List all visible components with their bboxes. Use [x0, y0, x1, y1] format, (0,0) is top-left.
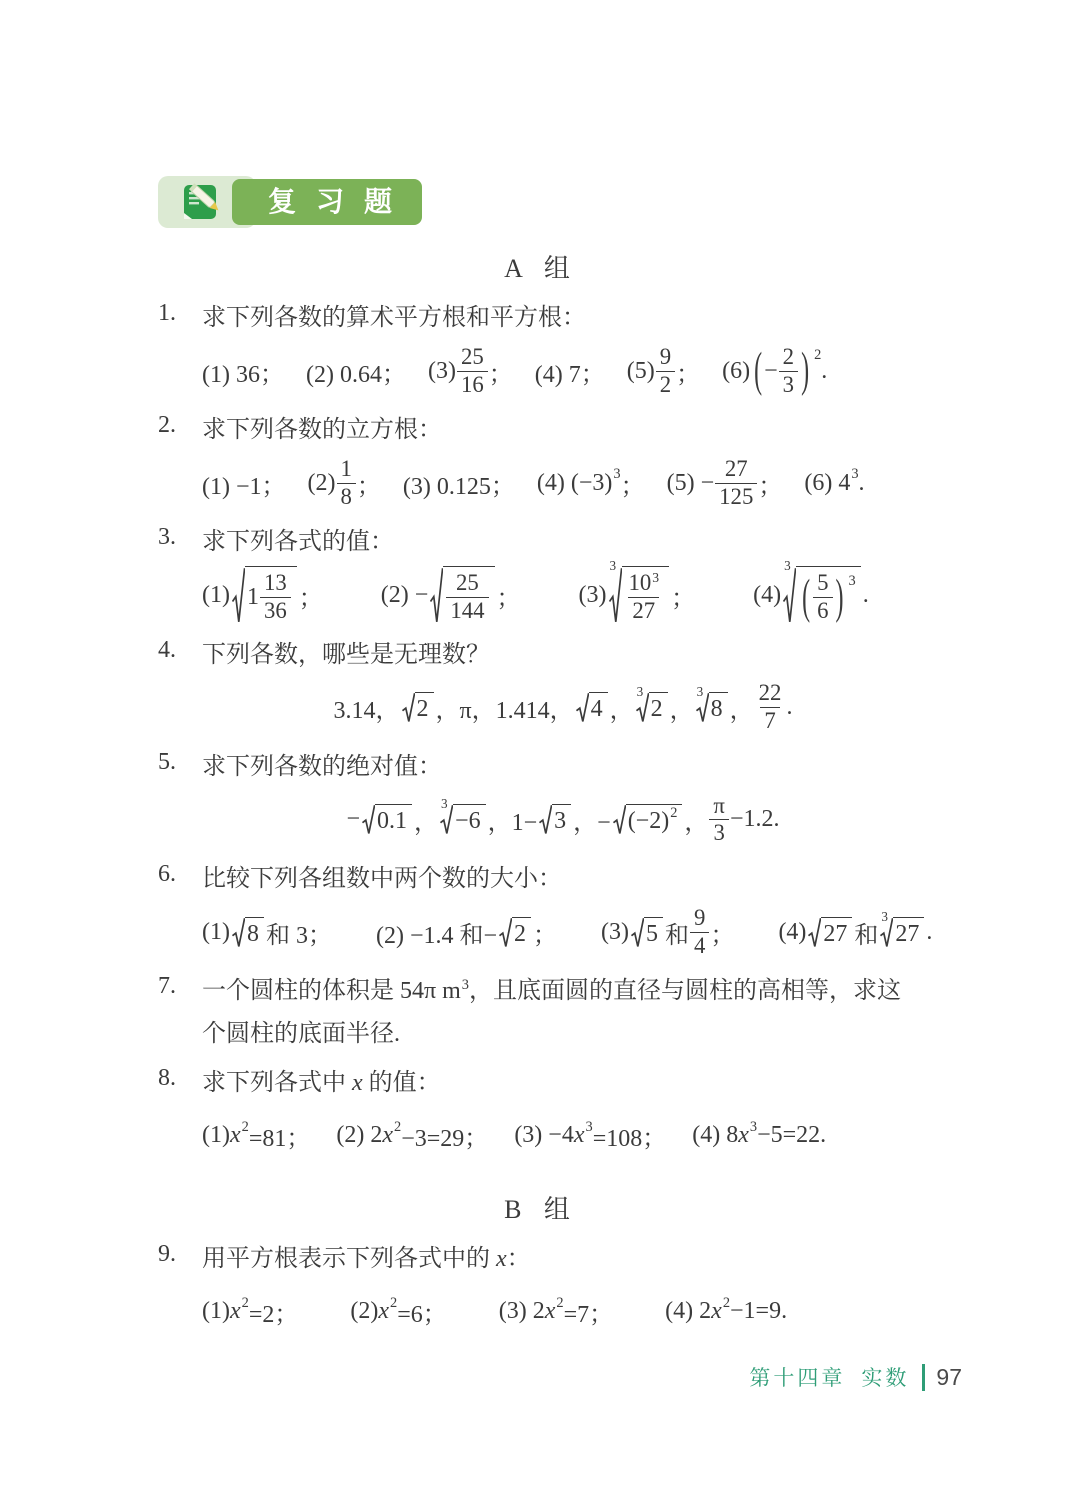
fraction: $\frac{2}{3}$: [779, 344, 798, 399]
problem-item: (2) −1.4 和− 2 ；: [376, 915, 557, 950]
problem-item: (1) 1 $\frac{13}{36}$ ；: [202, 566, 323, 625]
section-label: A 组: [504, 254, 578, 283]
fraction: $\frac{9}{2}$: [656, 344, 675, 399]
problem-item: − 0.1 ， 3 −6 ，1− 3 ，− (−2) 2 ， $\frac{\pi}{3}$ −1.2.: [346, 792, 780, 846]
problem-items-line: [202, 790, 924, 850]
problem-item: (4) (−3) 3 ；: [536, 466, 645, 500]
problem-number: 2.: [158, 412, 176, 439]
problem-item: (1) 36；: [202, 361, 284, 388]
problem-body: [202, 634, 924, 741]
exponent: 3: [461, 977, 469, 994]
problem-title: 一个圆柱的体积是 54π $m^3$，且底面圆的直径与圆柱的高相等，求这个圆柱的底面半径.: [202, 977, 901, 1048]
square-root: [430, 566, 494, 625]
problem-items-line: [202, 1282, 924, 1342]
problem-number: 4.: [158, 636, 176, 663]
problem-number: 5.: [158, 748, 176, 775]
problem-items-line: [202, 341, 924, 401]
fraction: $\frac{25}{16}$: [457, 344, 488, 399]
cube-root: 3 $\frac{10^3}{27}$: [609, 566, 670, 625]
problem-body: [202, 1238, 924, 1345]
problem: [158, 634, 924, 741]
problem-title: 求下列各式中 x 的值：: [202, 1069, 441, 1096]
square-root: 2: [499, 917, 531, 948]
fraction: $\frac{5}{6}$: [813, 570, 832, 625]
problem-item: (2) x 2 =6；: [350, 1294, 447, 1329]
variable: x: [229, 1122, 241, 1149]
problem-item: (1) x 2 =81；: [202, 1118, 311, 1153]
problem-body: [202, 858, 932, 965]
problem-body: [202, 1062, 924, 1169]
footer-chapter: 第十四章: [749, 1367, 846, 1390]
problem-title: 下列各数，哪些是无理数？: [202, 641, 490, 668]
review-header: [158, 176, 924, 228]
fraction: $\frac{9}{4}$: [690, 905, 709, 960]
square-root: 3: [539, 804, 571, 835]
problem-item: (4) 7；: [534, 361, 605, 388]
square-root: (−2) 2: [613, 804, 683, 835]
problem-item: (2) 2 x 2 −3=29；: [336, 1118, 489, 1153]
cube-root: 3 2: [636, 692, 668, 723]
problem-item: (1) x 2 =2；: [202, 1294, 299, 1329]
footer-divider: [922, 1364, 925, 1391]
square-root: 0.1: [362, 804, 412, 835]
notepad-pencil-icon: [178, 179, 236, 225]
problem-body: [202, 409, 924, 516]
problem-item: (4) 8 x 3 −5=22.: [692, 1118, 827, 1149]
problem-item: (4) 27 和 3 27 .: [778, 908, 933, 949]
problem-item: 3.14， 2 ，π，1.414， 4 ， 3 2 ， 3 8 ， $\frac{22}{7}$ .: [333, 680, 793, 734]
problem-item: (6) ( − $\frac{2}{3}$ ) 2 .: [722, 343, 828, 398]
problem-item: (1) −1；: [202, 473, 286, 500]
problem-body: [202, 970, 924, 1056]
problem: [158, 970, 924, 1056]
problem-title: 求下列各数的立方根：: [202, 417, 442, 444]
problem-item: (5) − $\frac{27}{125}$ ；: [666, 455, 783, 509]
review-title-badge: [232, 179, 422, 225]
square-root: 2: [402, 692, 434, 723]
problem-title: 求下列各数的绝对值：: [202, 753, 442, 780]
cube-root: 3 −6: [440, 804, 486, 835]
problem-number: 6.: [158, 860, 176, 887]
problem-items-line: [202, 558, 924, 626]
fraction: $\frac{22}{7}$: [758, 680, 782, 734]
page-number: 97: [936, 1363, 962, 1390]
problem-item: (3) $\frac{25}{16}$ ；: [427, 343, 513, 397]
page-footer: [749, 1362, 962, 1392]
square-root: 27: [808, 917, 852, 948]
problem-item: (1) 8 和 3；: [202, 918, 332, 949]
footer-topic: 实数: [861, 1367, 910, 1390]
big-parens: ( $\frac{5}{6}$ ): [802, 570, 844, 625]
fraction: $\frac{1}{8}$: [337, 456, 356, 511]
problem: [158, 1062, 924, 1169]
problem-title: 求下列各数的算术平方根和平方根：: [202, 305, 586, 331]
fraction: $\frac{27}{125}$: [715, 456, 757, 511]
problem-body: [202, 746, 924, 853]
problem-items-line: [202, 678, 924, 738]
cube-root: 3 27: [880, 917, 924, 948]
problem: [158, 858, 933, 965]
problem-title: 用平方根表示下列各式中的 x：: [202, 1245, 531, 1272]
problems-content: [158, 248, 933, 1345]
fraction: $\frac{\pi}{3}$: [709, 793, 729, 848]
problem-item: (4) 2 x 2 −1=9.: [665, 1294, 788, 1325]
variable: x: [382, 1122, 394, 1149]
problem-item: (3) 3 $\frac{10^3}{27}$ ；: [578, 558, 696, 624]
problem-items-line: [202, 902, 932, 962]
section-label: B 组: [504, 1194, 578, 1224]
problem: [158, 521, 924, 628]
fraction: $\frac{10^3}{27}$: [628, 569, 660, 624]
variable: x: [573, 1122, 585, 1149]
review-title: 复习题: [268, 186, 413, 217]
problem: [158, 1238, 924, 1345]
problem-item: (4) 3 ( $\frac{5}{6}$ ) 3 .: [753, 558, 869, 625]
problem-number: 3.: [158, 524, 176, 551]
variable: x: [544, 1298, 556, 1325]
problem: [158, 297, 924, 404]
problem-item: (2) $\frac{1}{8}$ ；: [307, 455, 381, 509]
problem: [158, 409, 924, 516]
fraction: $\frac{25}{144}$: [446, 570, 488, 625]
problem-number: 1.: [158, 300, 176, 326]
variable: x: [378, 1298, 390, 1325]
problem-number: 8.: [158, 1064, 176, 1091]
problem-number: 9.: [158, 1240, 176, 1267]
square-root: 8: [232, 917, 264, 948]
square-root: 1 $\frac{13}{36}$: [232, 566, 297, 625]
problem-item: (6) 4 3 .: [804, 466, 865, 496]
cube-root: 3 ( $\frac{5}{6}$ ) 3: [783, 566, 861, 625]
big-parens: ( − $\frac{2}{3}$ ): [754, 343, 810, 398]
square-root: 4: [576, 692, 608, 723]
problem-body: [202, 521, 924, 628]
problem-item: (3) −4 x 3 =108；: [514, 1118, 667, 1153]
cube-root: 3 8: [696, 692, 728, 723]
square-root: 5: [631, 917, 663, 948]
problem-title: 求下列各式的值：: [202, 529, 394, 556]
problem-item: (3) 5 和 $\frac{9}{4}$ ；: [601, 904, 735, 958]
exponent: 3: [652, 569, 660, 585]
problem-number: 7.: [158, 973, 176, 1000]
problem-item: (3) 2 x 2 =7；: [498, 1294, 614, 1329]
variable: x: [352, 1069, 363, 1096]
problem-item: (5) $\frac{9}{2}$ ；: [626, 343, 701, 397]
variable: x: [229, 1298, 241, 1325]
problem-item: (2) − $\frac{25}{144}$ ；: [381, 566, 521, 625]
variable: x: [738, 1122, 749, 1149]
variable: x: [496, 1245, 507, 1272]
problem: [158, 746, 924, 853]
problem-items-line: [202, 453, 924, 513]
fraction: $\frac{13}{36}$: [260, 570, 291, 625]
problem-body: [202, 297, 924, 404]
problem-item: (3) 0.125；: [402, 473, 515, 500]
problem-title: 比较下列各组数中两个数的大小：: [202, 865, 562, 892]
problem-items-line: [202, 1106, 924, 1166]
variable: x: [711, 1298, 722, 1325]
problem-item: (2) 0.64；: [305, 361, 406, 388]
